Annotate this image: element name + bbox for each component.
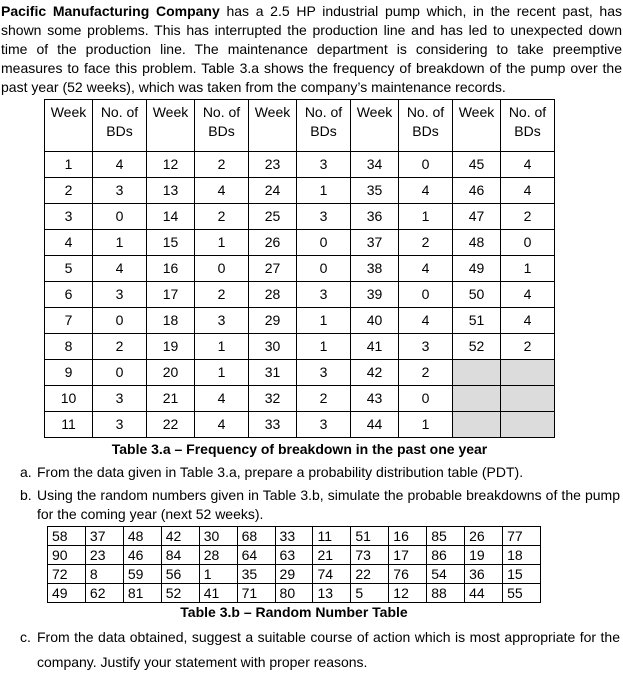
question-item-a [20,463,620,482]
bds-cell: 0 [399,282,453,308]
week-cell: 46 [453,178,501,204]
random-number-cell: 13 [313,584,351,603]
week-cell: 48 [453,230,501,256]
week-cell: 31 [249,360,297,386]
intro-text: has a 2.5 HP industrial pump which, in the recent past, has shown some problems. This has interrupted the production line and has led to unexpected down time of the production line. The maintenance department is considering to take preemptive measures to face this problem. Table 3.a shows the frequency of breakdown of the pump over the past year (52 weeks), which was taken from the company’s maintenance records. [1,3,622,95]
week-cell: 15 [147,230,195,256]
random-number-cell: 86 [427,546,465,565]
table-a-row [45,204,555,230]
week-header-cell: Week [45,100,93,152]
table-a-caption: Table 3.a – Frequency of breakdown in the past one year [111,441,488,457]
week-header-cell: Week [249,100,297,152]
bds-cell: 0 [93,360,147,386]
bds-header-cell: No. of BDs [195,100,249,152]
week-cell: 23 [249,152,297,178]
week-cell: 50 [453,282,501,308]
intro-paragraph [1,2,622,97]
bds-cell: 3 [399,334,453,360]
week-cell: 9 [45,360,93,386]
bds-cell: 1 [195,334,249,360]
question-b-marker: b. [20,487,32,503]
table-a-row [45,412,555,438]
table-a-row [45,152,555,178]
bds-cell: 0 [399,152,453,178]
random-number-cell: 62 [85,584,123,603]
week-cell: 10 [45,386,93,412]
table-a-row [45,282,555,308]
week-cell: 20 [147,360,195,386]
random-number-cell: 18 [503,546,541,565]
random-number-cell: 81 [123,584,161,603]
random-number-cell: 16 [389,527,427,546]
random-number-cell: 8 [85,565,123,584]
week-cell: 12 [147,152,195,178]
bds-header-cell: No. of BDs [501,100,555,152]
week-cell: 14 [147,204,195,230]
bds-cell: 3 [93,386,147,412]
empty-shaded-cell [501,412,555,438]
random-number-cell: 41 [199,584,237,603]
bds-cell: 3 [93,178,147,204]
empty-shaded-cell [501,360,555,386]
bds-cell: 3 [297,152,351,178]
random-number-cell: 90 [48,546,86,565]
table-a-header [45,100,555,152]
bds-cell: 3 [297,204,351,230]
bds-cell: 4 [93,256,147,282]
week-cell: 41 [351,334,399,360]
random-number-cell: 22 [351,565,389,584]
table-a-row [45,334,555,360]
bds-cell: 1 [399,412,453,438]
table-a-row [45,360,555,386]
question-b-text: Using the random numbers given in Table 3.b, simulate the probable breakdowns of the pump for the coming year (next 52 weeks). [37,487,620,522]
random-number-cell: 48 [123,527,161,546]
bds-cell: 3 [297,360,351,386]
week-cell: 8 [45,334,93,360]
random-number-cell: 42 [161,527,199,546]
empty-shaded-cell [453,412,501,438]
random-number-cell: 76 [389,565,427,584]
random-number-cell: 17 [389,546,427,565]
table-b-row [48,565,541,584]
week-cell: 45 [453,152,501,178]
bds-cell: 1 [399,204,453,230]
random-number-cell: 64 [237,546,275,565]
company-name: Pacific Manufacturing Company [1,3,220,19]
week-cell: 49 [453,256,501,282]
bds-cell: 2 [195,204,249,230]
bds-cell: 1 [195,360,249,386]
bds-cell: 2 [501,204,555,230]
random-number-cell: 44 [465,584,503,603]
bds-cell: 2 [501,334,555,360]
random-number-cell: 33 [275,527,313,546]
empty-shaded-cell [501,386,555,412]
bds-cell: 4 [501,308,555,334]
random-number-cell: 36 [465,565,503,584]
bds-cell: 2 [195,152,249,178]
random-number-cell: 80 [275,584,313,603]
bds-cell: 4 [399,308,453,334]
week-cell: 19 [147,334,195,360]
bds-cell: 4 [93,152,147,178]
bds-cell: 2 [399,230,453,256]
week-header-cell: Week [351,100,399,152]
random-number-cell: 19 [465,546,503,565]
random-number-cell: 23 [85,546,123,565]
bds-cell: 1 [297,178,351,204]
random-number-cell: 59 [123,565,161,584]
bds-cell: 0 [399,386,453,412]
week-cell: 30 [249,334,297,360]
week-cell: 25 [249,204,297,230]
week-cell: 37 [351,230,399,256]
question-c-text: From the data obtained, suggest a suitable course of action which is most appropriate for the company. Justify your statement with proper reasons. [37,629,620,670]
random-number-cell: 51 [351,527,389,546]
week-cell: 36 [351,204,399,230]
bds-cell: 2 [297,386,351,412]
week-cell: 16 [147,256,195,282]
bds-cell: 0 [195,256,249,282]
random-number-cell: 12 [389,584,427,603]
bds-cell: 1 [297,334,351,360]
bds-cell: 1 [501,256,555,282]
bds-cell: 4 [501,152,555,178]
bds-cell: 4 [195,178,249,204]
bds-cell: 1 [93,230,147,256]
random-number-cell: 28 [199,546,237,565]
week-cell: 34 [351,152,399,178]
table-b-row [48,527,541,546]
random-number-cell: 15 [503,565,541,584]
table-a-body [45,152,555,438]
bds-cell: 3 [195,308,249,334]
random-number-cell: 1 [199,565,237,584]
random-number-cell: 68 [237,527,275,546]
week-cell: 6 [45,282,93,308]
random-number-cell: 46 [123,546,161,565]
week-cell: 5 [45,256,93,282]
week-cell: 18 [147,308,195,334]
question-c-marker: c. [20,629,31,645]
random-number-cell: 85 [427,527,465,546]
week-cell: 44 [351,412,399,438]
random-number-cell: 29 [275,565,313,584]
random-number-cell: 74 [313,565,351,584]
table-a-row [45,308,555,334]
random-number-cell: 55 [503,584,541,603]
week-cell: 32 [249,386,297,412]
bds-cell: 0 [501,230,555,256]
bds-cell: 1 [297,308,351,334]
week-cell: 43 [351,386,399,412]
bds-header-cell: No. of BDs [297,100,351,152]
week-header-cell: Week [147,100,195,152]
random-number-cell: 84 [161,546,199,565]
random-number-cell: 11 [313,527,351,546]
question-item-b [20,486,620,524]
empty-shaded-cell [453,360,501,386]
week-cell: 11 [45,412,93,438]
random-number-cell: 63 [275,546,313,565]
random-number-cell: 58 [48,527,86,546]
bds-cell: 3 [93,412,147,438]
random-number-cell: 26 [465,527,503,546]
bds-cell: 0 [297,230,351,256]
bds-cell: 2 [93,334,147,360]
week-cell: 3 [45,204,93,230]
bds-cell: 0 [297,256,351,282]
bds-cell: 3 [93,282,147,308]
random-number-table [47,526,541,603]
table-a-row [45,230,555,256]
table-b-row [48,546,541,565]
random-number-cell: 54 [427,565,465,584]
bds-header-cell: No. of BDs [399,100,453,152]
random-number-cell: 88 [427,584,465,603]
week-cell: 35 [351,178,399,204]
random-number-cell: 37 [85,527,123,546]
random-number-cell: 71 [237,584,275,603]
week-cell: 13 [147,178,195,204]
bds-cell: 4 [195,412,249,438]
question-a-marker: a. [20,464,32,480]
table-b-caption: Table 3.b – Random Number Table [180,604,408,620]
bds-cell: 4 [195,386,249,412]
week-cell: 2 [45,178,93,204]
random-number-cell: 21 [313,546,351,565]
bds-cell: 4 [399,178,453,204]
bds-cell: 0 [93,308,147,334]
week-cell: 47 [453,204,501,230]
week-cell: 51 [453,308,501,334]
week-cell: 1 [45,152,93,178]
table-a-row [45,256,555,282]
week-cell: 39 [351,282,399,308]
random-number-cell: 5 [351,584,389,603]
week-cell: 4 [45,230,93,256]
table-b-row [48,584,541,603]
week-cell: 22 [147,412,195,438]
week-cell: 17 [147,282,195,308]
bds-cell: 2 [195,282,249,308]
empty-shaded-cell [453,386,501,412]
question-a-text: From the data given in Table 3.a, prepare a probability distribution table (PDT). [37,464,524,480]
week-cell: 26 [249,230,297,256]
bds-cell: 4 [501,282,555,308]
random-number-cell: 72 [48,565,86,584]
week-cell: 27 [249,256,297,282]
random-number-cell: 56 [161,565,199,584]
week-cell: 42 [351,360,399,386]
bds-cell: 4 [501,178,555,204]
bds-cell: 4 [399,256,453,282]
random-number-cell: 77 [503,527,541,546]
week-cell: 52 [453,334,501,360]
random-number-cell: 30 [199,527,237,546]
week-cell: 7 [45,308,93,334]
week-cell: 29 [249,308,297,334]
bds-cell: 1 [195,230,249,256]
table-a-row [45,386,555,412]
bds-cell: 3 [297,282,351,308]
random-number-cell: 35 [237,565,275,584]
random-number-cell: 52 [161,584,199,603]
breakdown-frequency-table [44,99,555,438]
week-cell: 38 [351,256,399,282]
week-cell: 21 [147,386,195,412]
question-item-c [20,625,620,675]
bds-cell: 0 [93,204,147,230]
table-a-row [45,178,555,204]
bds-cell: 3 [297,412,351,438]
week-cell: 40 [351,308,399,334]
bds-header-cell: No. of BDs [93,100,147,152]
random-number-cell: 73 [351,546,389,565]
bds-cell: 2 [399,360,453,386]
week-cell: 33 [249,412,297,438]
week-cell: 28 [249,282,297,308]
table-a-header-row [45,100,555,152]
week-cell: 24 [249,178,297,204]
table-b-body [48,527,541,603]
week-header-cell: Week [453,100,501,152]
random-number-cell: 49 [48,584,86,603]
